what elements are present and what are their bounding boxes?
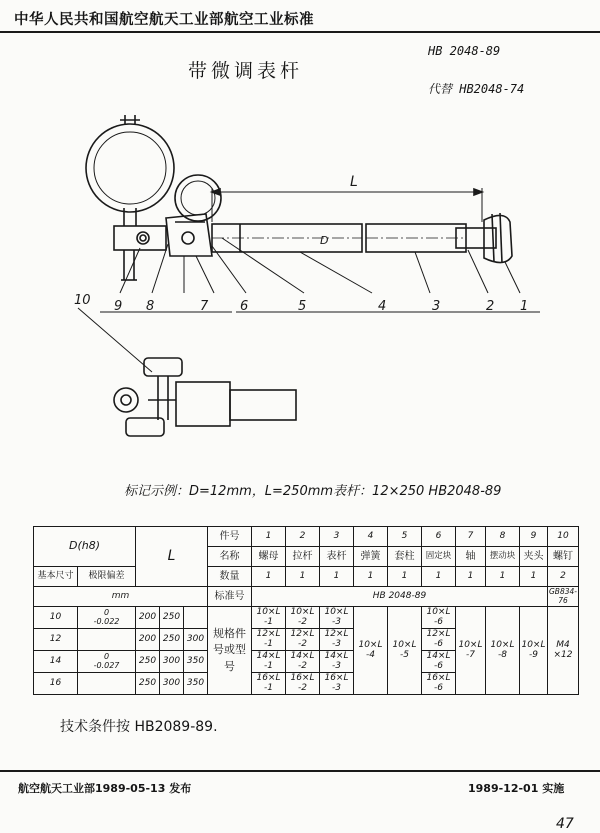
part-name-3: 表杆 [320, 547, 354, 567]
header-basic-size: 基本尺寸 [34, 567, 78, 587]
callout-1: 1 [520, 299, 529, 314]
l-14-b: 300 [160, 651, 184, 673]
marking-example: 标记示例：D=12mm，L=250mm表杆：12×250 HB2048-89 [124, 484, 502, 499]
part-no-3: 3 [320, 527, 354, 547]
p7: 10×L -7 [456, 607, 486, 695]
footer-rule [0, 770, 600, 772]
qty-5: 1 [388, 567, 422, 587]
p1-16: 16×L -1 [252, 673, 286, 695]
assembly-drawing [0, 110, 600, 465]
dial-indicator-large [86, 124, 174, 212]
publish-info: 航空航天工业部1989-05-13 发布 [18, 782, 192, 795]
qty-4: 1 [354, 567, 388, 587]
part-no-2: 2 [286, 527, 320, 547]
spec-table [33, 526, 579, 695]
part-name-7: 轴 [456, 547, 486, 567]
side-view-knob-top [144, 358, 182, 376]
part-no-4: 4 [354, 527, 388, 547]
std-common: HB 2048-89 [252, 587, 548, 607]
part-no-10: 10 [548, 527, 579, 547]
p3-14: 14×L -3 [320, 651, 354, 673]
callout-7: 7 [200, 299, 209, 314]
part-name-8: 摆动块 [486, 547, 520, 567]
p1-10: 10×L -1 [252, 607, 286, 629]
qty-8: 1 [486, 567, 520, 587]
tol-14: 0 -0.027 [78, 651, 136, 673]
callout-3: 3 [432, 299, 441, 314]
p2-14: 14×L -2 [286, 651, 320, 673]
part-no-7: 7 [456, 527, 486, 547]
callout-4: 4 [378, 299, 387, 314]
document-title: 带微调表杆 [188, 60, 304, 82]
l-10-b: 250 [160, 607, 184, 629]
callout-2: 2 [486, 299, 495, 314]
part-name-4: 弹簧 [354, 547, 388, 567]
standard-number: HB 2048-89 [428, 44, 501, 58]
label-std: 标准号 [208, 587, 252, 607]
callout-10: 10 [74, 293, 91, 308]
p6-14: 14×L -6 [422, 651, 456, 673]
part-name-6: 固定块 [422, 547, 456, 567]
p1-12: 12×L -1 [252, 629, 286, 651]
side-view-body [176, 382, 230, 426]
standard-header: 中华人民共和国航空航天工业部航空工业标准 [14, 12, 314, 28]
d-10: 10 [34, 607, 78, 629]
qty-10: 2 [548, 567, 579, 587]
qty-6: 1 [422, 567, 456, 587]
p2-16: 16×L -2 [286, 673, 320, 695]
l-14-a: 250 [136, 651, 160, 673]
p10: M4 ×12 [548, 607, 579, 695]
p3-16: 16×L -3 [320, 673, 354, 695]
l-12-a: 200 [136, 629, 160, 651]
qty-1: 1 [252, 567, 286, 587]
header-limit-dev: 极限偏差 [78, 567, 136, 587]
supersedes-note: 代替 HB2048-74 [428, 82, 525, 96]
unit-row: mm [34, 587, 208, 607]
part-name-2: 拉杆 [286, 547, 320, 567]
part-name-10: 螺钉 [548, 547, 579, 567]
l-12-c: 300 [184, 629, 208, 651]
part-name-1: 螺母 [252, 547, 286, 567]
l-16-c: 350 [184, 673, 208, 695]
part-name-9: 夹头 [520, 547, 548, 567]
p3-10: 10×L -3 [320, 607, 354, 629]
l-16-b: 300 [160, 673, 184, 695]
l-14-c: 350 [184, 651, 208, 673]
callout-9: 9 [114, 299, 123, 314]
callout-5: 5 [298, 299, 307, 314]
part-no-6: 6 [422, 527, 456, 547]
p9: 10×L -9 [520, 607, 548, 695]
qty-9: 1 [520, 567, 548, 587]
label-part-no: 件号 [208, 527, 252, 547]
implement-info: 1989-12-01 实施 [468, 782, 565, 795]
p4: 10×L -4 [354, 607, 388, 695]
l-10-a: 200 [136, 607, 160, 629]
p3-12: 12×L -3 [320, 629, 354, 651]
l-16-a: 250 [136, 673, 160, 695]
p2-12: 12×L -2 [286, 629, 320, 651]
part-no-5: 5 [388, 527, 422, 547]
d-16: 16 [34, 673, 78, 695]
section-letter: D [320, 234, 329, 247]
label-spec: 规格件号或型号 [208, 607, 252, 695]
p6-12: 12×L -6 [422, 629, 456, 651]
l-12-b: 250 [160, 629, 184, 651]
part-no-8: 8 [486, 527, 520, 547]
header-d: D(h8) [34, 527, 136, 567]
p5: 10×L -5 [388, 607, 422, 695]
header-rule [0, 31, 600, 33]
label-name: 名称 [208, 547, 252, 567]
qty-3: 1 [320, 567, 354, 587]
p6-10: 10×L -6 [422, 607, 456, 629]
part-no-9: 9 [520, 527, 548, 547]
page-number: 47 [556, 816, 574, 832]
header-l: L [136, 527, 208, 587]
part-no-1: 1 [252, 527, 286, 547]
qty-2: 1 [286, 567, 320, 587]
p6-16: 16×L -6 [422, 673, 456, 695]
part-name-5: 套柱 [388, 547, 422, 567]
std-screw: GB834-76 [549, 587, 577, 605]
qty-7: 1 [456, 567, 486, 587]
technical-condition: 技术条件按 HB2089-89. [60, 719, 218, 735]
callout-6: 6 [240, 299, 249, 314]
callout-8: 8 [146, 299, 155, 314]
d-12: 12 [34, 629, 78, 651]
p8: 10×L -8 [486, 607, 520, 695]
adjust-knob [484, 215, 512, 262]
p1-14: 14×L -1 [252, 651, 286, 673]
d-14: 14 [34, 651, 78, 673]
tol-12 [78, 629, 136, 651]
label-qty: 数量 [208, 567, 252, 587]
p2-10: 10×L -2 [286, 607, 320, 629]
tol-16 [78, 673, 136, 695]
dimension-label: L [350, 174, 358, 190]
l-10-c [184, 607, 208, 629]
side-view-rod [230, 390, 296, 420]
side-view-knob-bottom [126, 418, 164, 436]
tol-10: 0 -0.022 [78, 607, 136, 629]
